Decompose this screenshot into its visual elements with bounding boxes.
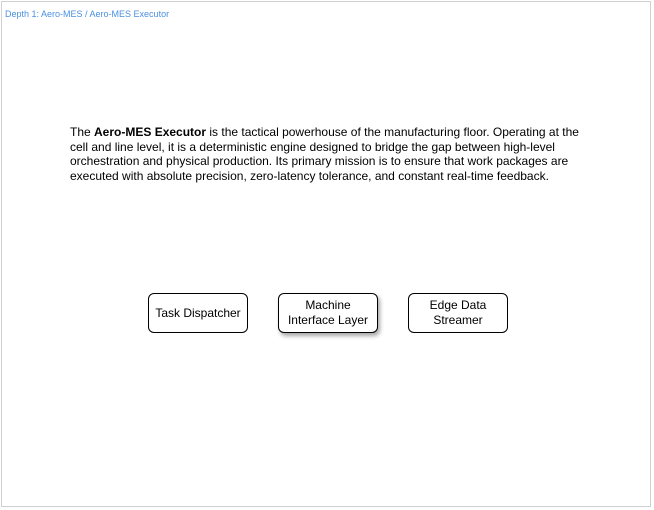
description-bold-name: Aero-MES Executor xyxy=(94,125,207,139)
description-prefix: The xyxy=(70,125,95,139)
node-edge-data-streamer[interactable] xyxy=(408,293,508,333)
node-label: Task Dispatcher xyxy=(155,305,241,320)
node-machine-interface-layer[interactable] xyxy=(278,293,378,333)
description-text xyxy=(70,125,590,183)
breadcrumb[interactable]: Depth 1: Aero-MES / Aero-MES Executor xyxy=(5,9,170,19)
node-label: Machine Interface Layer xyxy=(287,298,369,327)
description-body: is the tactical powerhouse of the manufacturing floor. Operating at the cell and line level, it is a deterministic engine designed to bridge the gap between high-level orchestration and physical production. Its primary mission is to ensure that work packages are executed with absolute precision, zero-latency tolerance, and constant real-time feedback. xyxy=(70,125,579,183)
diagram-canvas xyxy=(1,1,651,507)
node-label: Edge Data Streamer xyxy=(429,298,487,327)
node-task-dispatcher[interactable] xyxy=(148,293,248,333)
